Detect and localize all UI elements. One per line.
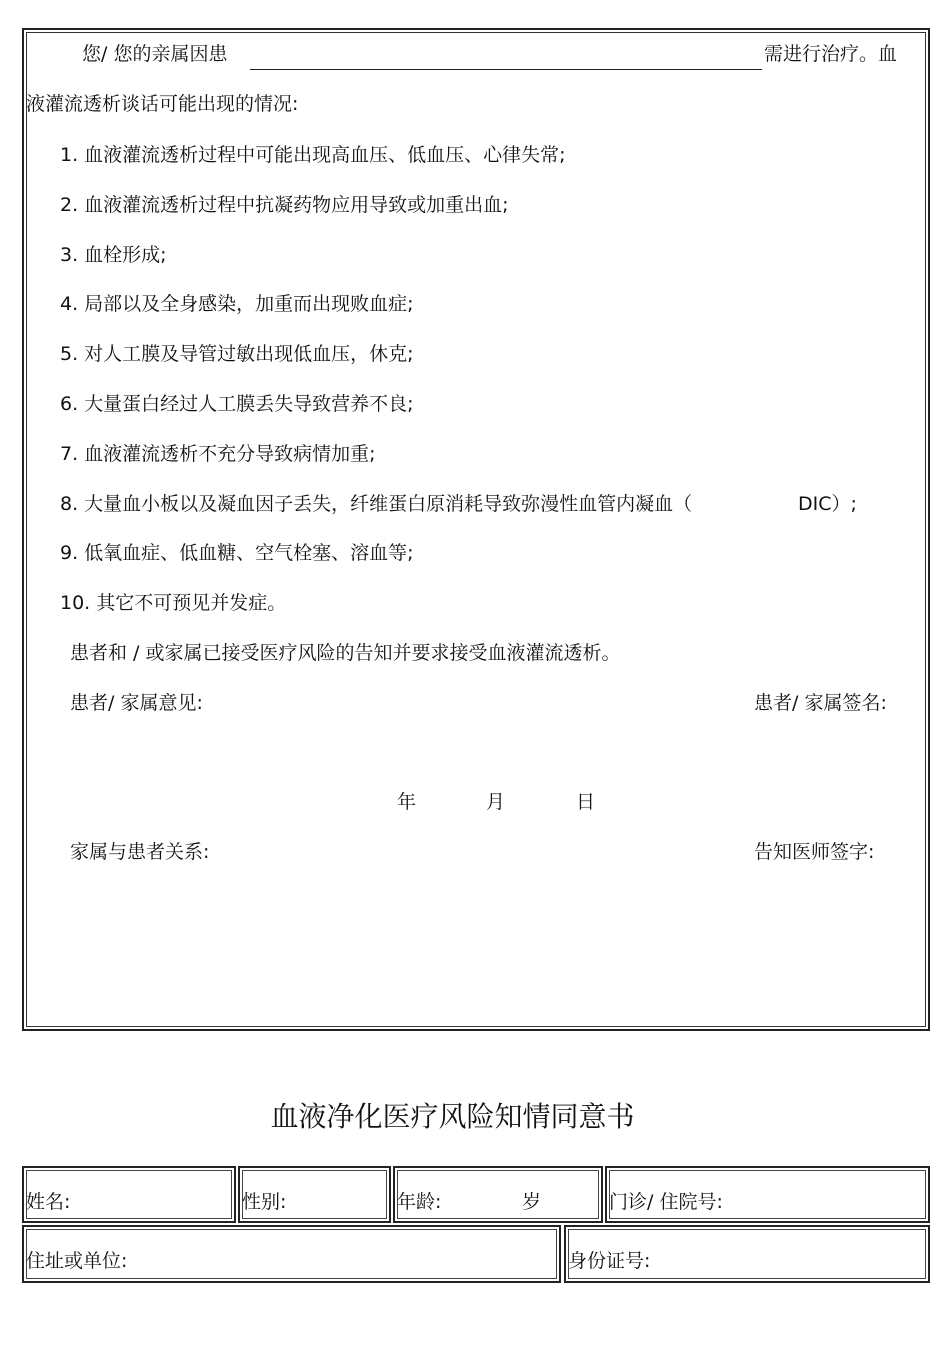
intro-suffix: 需进行治疗。血 — [764, 43, 898, 65]
risk-item: 7. 血液灌流透析不充分导致病情加重; — [60, 443, 376, 465]
risk-item: 4. 局部以及全身感染，加重而出现败血症; — [60, 293, 414, 315]
address-label: 住址或单位: — [26, 1250, 128, 1272]
name-label: 姓名: — [26, 1191, 71, 1213]
risk-item: 5. 对人工膜及导管过敏出现低血压，休克; — [60, 343, 414, 365]
age-field[interactable] — [393, 1166, 603, 1223]
form-title: 血液净化医疗风险知情同意书 — [270, 1100, 635, 1133]
record-number-field[interactable] — [605, 1166, 930, 1223]
risk-item-8-tail: DIC）; — [798, 493, 857, 515]
intro-prefix: 您/ 您的亲属因患 — [82, 43, 228, 65]
gender-label: 性别: — [242, 1191, 287, 1213]
name-field[interactable] — [22, 1166, 236, 1223]
age-label: 年龄: — [397, 1191, 442, 1213]
intro-line-2: 液灌流透析谈话可能出现的情况: — [26, 93, 299, 115]
risk-item: 10. 其它不可预见并发症。 — [60, 592, 287, 614]
patient-signature-label: 患者/ 家属签名: — [754, 692, 887, 714]
patient-opinion-label: 患者/ 家属意见: — [70, 692, 203, 714]
risk-item: 6. 大量蛋白经过人工膜丢失导致营养不良; — [60, 393, 414, 415]
id-number-label: 身份证号: — [568, 1250, 651, 1272]
date-month: 月 — [486, 791, 506, 813]
record-number-label: 门诊/ 住院号: — [609, 1191, 723, 1213]
gender-field[interactable] — [238, 1166, 391, 1223]
risk-item: 2. 血液灌流透析过程中抗凝药物应用导致或加重出血; — [60, 194, 509, 216]
id-number-field[interactable] — [564, 1225, 930, 1283]
risk-item: 9. 低氧血症、低血糖、空气栓塞、溶血等; — [60, 542, 414, 564]
address-field[interactable] — [22, 1225, 561, 1283]
acknowledgement-statement: 患者和 / 或家属已接受医疗风险的告知并要求接受血液灌流透析。 — [70, 642, 621, 664]
date-day: 日 — [576, 791, 596, 813]
date-year: 年 — [397, 791, 417, 813]
age-unit: 岁 — [522, 1191, 542, 1213]
doctor-signature-label: 告知医师签字: — [754, 841, 875, 863]
risk-item: 8. 大量血小板以及凝血因子丢失，纤维蛋白原消耗导致弥漫性血管内凝血（ — [60, 493, 693, 515]
relation-label: 家属与患者关系: — [70, 841, 210, 863]
risk-item: 3. 血栓形成; — [60, 244, 167, 266]
risk-item: 1. 血液灌流透析过程中可能出现高血压、低血压、心律失常; — [60, 144, 566, 166]
diagnosis-blank-line — [250, 69, 762, 70]
consent-box-inner-border — [26, 32, 926, 1027]
